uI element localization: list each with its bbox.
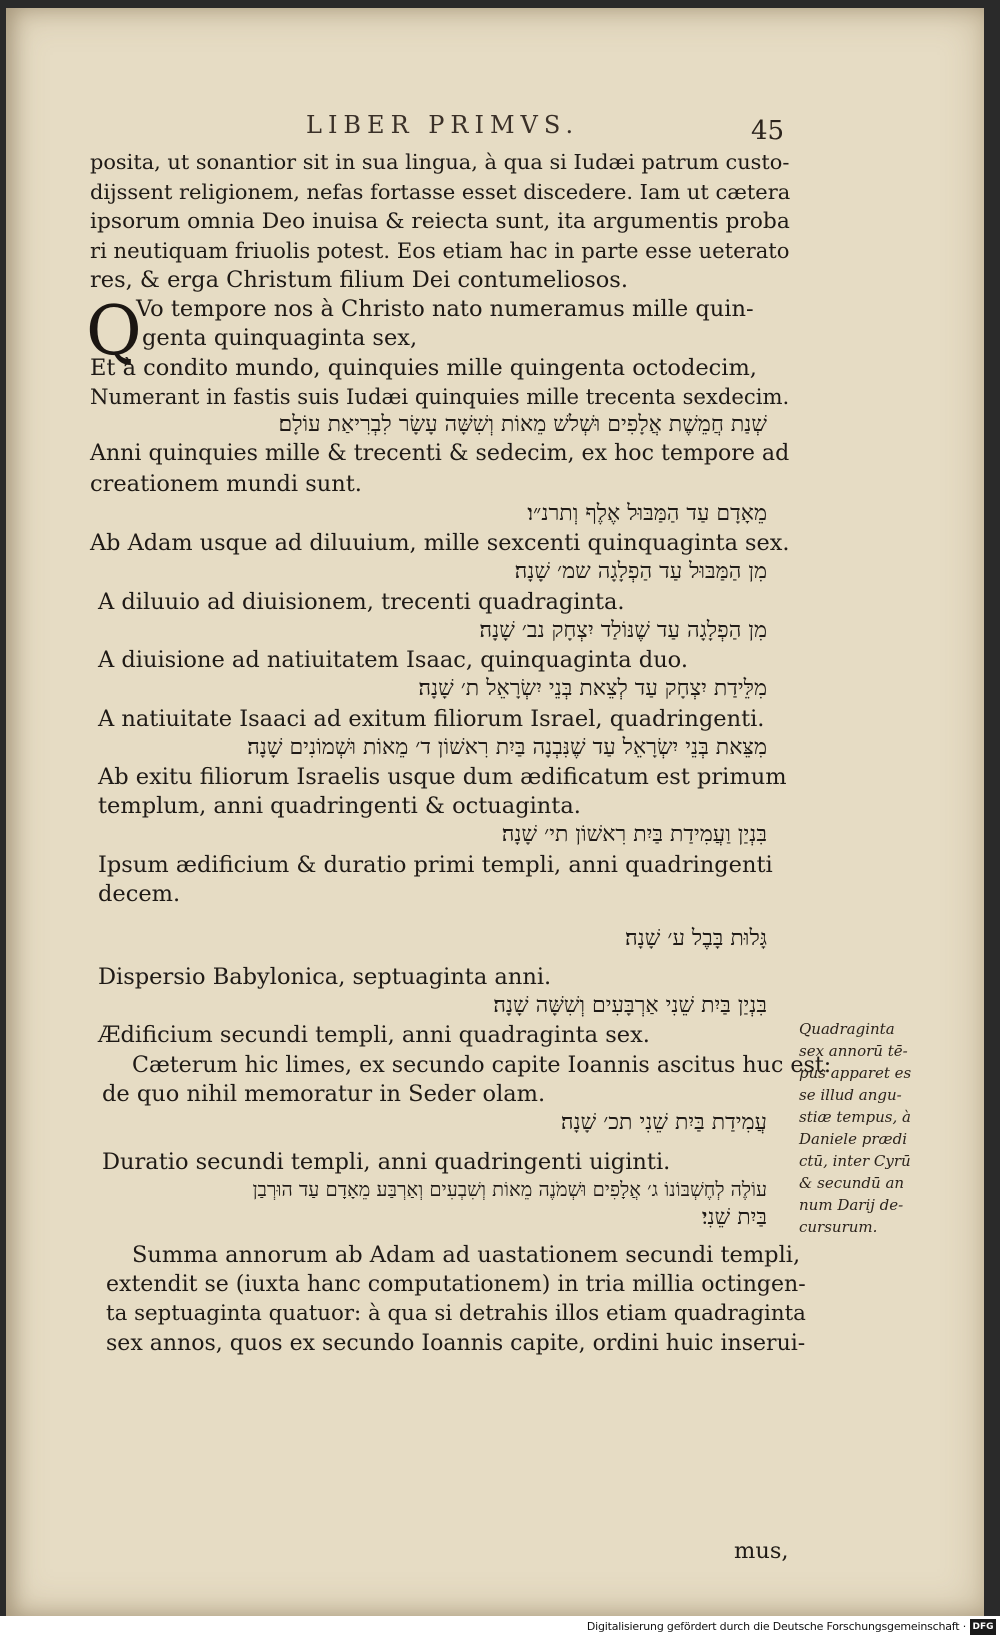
marginal-note-line: ctū, inter Cyrū (799, 1152, 911, 1170)
hebrew-line: מִלֵּידַת יִצְחָק עַד לְצֵאת בְּנֵי יִשְׂרָאֵל ת׳ שָׁנָה׃ (418, 676, 767, 701)
text-line: res, & erga Christum filium Dei contumeliosos. (90, 267, 629, 293)
hebrew-line: מֵאָדָם עַד הַמַּבּוּל אֶלֶף וְתרנ״ו׃ (527, 501, 767, 526)
text-block (6, 8, 984, 1616)
text-line: Summa annorum ab Adam ad uastationem secundi templi, (132, 1242, 801, 1268)
text-line: posita, ut sonantior sit in sua lingua, à qua si Iudæi patrum custo- (90, 150, 790, 174)
hebrew-line: בִּנְיַן וַעֲמִידַת בַּיִת רִאשׁוֹן תי׳ שָׁנָה׃ (501, 822, 767, 847)
marginal-note-line: Quadraginta (799, 1020, 895, 1038)
marginal-note-line: & secundū an (799, 1174, 905, 1192)
text-line: templum, anni quadringenti & octuaginta. (98, 793, 581, 819)
funding-credit: Digitalisierung gefördert durch die Deutsche Forschungsgemeinschaft · (586, 1620, 966, 1633)
text-line: A natiuitate Isaaci ad exitum filiorum Israel, quadringenti. (98, 706, 765, 732)
hebrew-line: בִּנְיַן בַּיִת שֵׁנִי אַרְבָּעִים וְשִׁשָּׁה שָׁנָה׃ (493, 993, 767, 1018)
text-line: Ab Adam usque ad diluuium, mille sexcenti quinquaginta sex. (90, 530, 790, 556)
page-number: 45 (751, 116, 785, 146)
book-page (6, 8, 984, 1616)
hebrew-line: מִן הַפְלָגָה עַד שֶׁנּוֹלַד יִצְחָק נב׳ שָׁנָה׃ (479, 618, 767, 643)
marginal-note-line: stiæ tempus, à (799, 1108, 911, 1126)
text-line: Anni quinquies mille & trecenti & sedecim, ex hoc tempore ad (90, 441, 790, 466)
text-line: ipsorum omnia Deo inuisa & reiecta sunt, ita argumentis proba (90, 209, 790, 234)
text-line: Ab exitu filiorum Israelis usque dum ædificatum est primum (98, 764, 787, 790)
hebrew-line: מִצֵּאת בְּנֵי יִשְׂרָאֵל עַד שֶׁנִּבְנָה בַּיִת רִאשׁוֹן ד׳ מֵאוֹת וּשְׁמוֹנִים שָׁנָה׃ (247, 735, 767, 760)
text-line: sex annos, quos ex secundo Ioannis capite, ordini huic inserui- (106, 1331, 806, 1356)
text-line: Dispersio Babylonica, septuaginta anni. (98, 964, 552, 990)
marginal-note-line: pus apparet es (799, 1064, 912, 1082)
text-line: Duratio secundi templi, anni quadringenti uiginti. (102, 1149, 671, 1175)
text-line: Et à condito mundo, quinquies mille quingenta octodecim, (90, 355, 757, 381)
text-line: Vo tempore nos à Christo nato numeramus mille quin- (136, 296, 754, 322)
marginal-note-line: sex annorū tē- (799, 1042, 908, 1060)
marginal-note-line: cursurum. (799, 1218, 878, 1236)
text-line: A diluuio ad diuisionem, trecenti quadraginta. (98, 589, 625, 615)
text-line: dijssent religionem, nefas fortasse esset discedere. Iam ut cætera (90, 180, 791, 204)
marginal-note-line: se illud angu- (799, 1086, 902, 1104)
hebrew-line: עוֹלֶה לְחֶשְׁבּוֹנוֹ ג׳ אֲלָפִים וּשְׁמֹנֶה מֵאוֹת וְשִׁבְעִים וְאַרְבַּע מֵאָדָם עַד הוּרְבַן (252, 1178, 767, 1201)
catchword: mus, (734, 1538, 789, 1564)
marginal-note-line: Daniele prædi (799, 1130, 908, 1148)
hebrew-line: בַּיִת שֵׁנִי׃ (701, 1205, 767, 1230)
dfg-logo[interactable]: DFG (970, 1619, 996, 1635)
text-line: genta quinquaginta sex, (142, 325, 418, 351)
hebrew-line: גָּלוּת בָּבֶל ע׳ שָׁנָה׃ (625, 926, 767, 951)
text-line: Numerant in fastis suis Iudæi quinquies mille trecenta sexdecim. (90, 384, 790, 409)
hebrew-line: עֲמִידַת בַּיִת שֵׁנִי תכ׳ שָׁנָה׃ (560, 1110, 767, 1135)
text-line: de quo nihil memoratur in Seder olam. (102, 1081, 546, 1107)
marginal-note-line: num Darij de- (799, 1196, 904, 1214)
marginal-note (799, 1018, 912, 1238)
text-line: ta septuaginta quatuor: à qua si detrahis illos etiam quadraginta (106, 1301, 806, 1326)
drop-cap: Q (86, 292, 142, 371)
text-line: extendit se (iuxta hanc computationem) in tria millia octingen- (106, 1272, 806, 1297)
text-line: A diuisione ad natiuitatem Isaac, quinquaginta duo. (98, 647, 688, 673)
text-line: creationem mundi sunt. (90, 471, 362, 497)
text-line: decem. (98, 881, 181, 907)
text-line: ri neutiquam friuolis potest. Eos etiam hac in parte esse ueterato (90, 238, 790, 263)
text-line: Ædificium secundi templi, anni quadraginta sex. (98, 1022, 650, 1048)
text-line: Ipsum ædificium & duratio primi templi, anni quadringenti (98, 852, 773, 878)
running-head: LIBER PRIMVS. (306, 111, 580, 139)
hebrew-line: מִן הַמַּבּוּל עַד הַפְלָגָה שמ׳ שָׁנָה׃ (514, 559, 767, 584)
text-line: Cæterum hic limes, ex secundo capite Ioannis ascitus huc est: (132, 1052, 832, 1078)
footer-bar (0, 1616, 1000, 1639)
hebrew-line: שְׁנַת חֲמֵשֶׁת אֲלָפִים וּשְׁלשׁ מֵאוֹת וְשִׁשָּׁה עָשָׂר לִבְרִיאַת עוֹלָם׃ (278, 412, 767, 437)
